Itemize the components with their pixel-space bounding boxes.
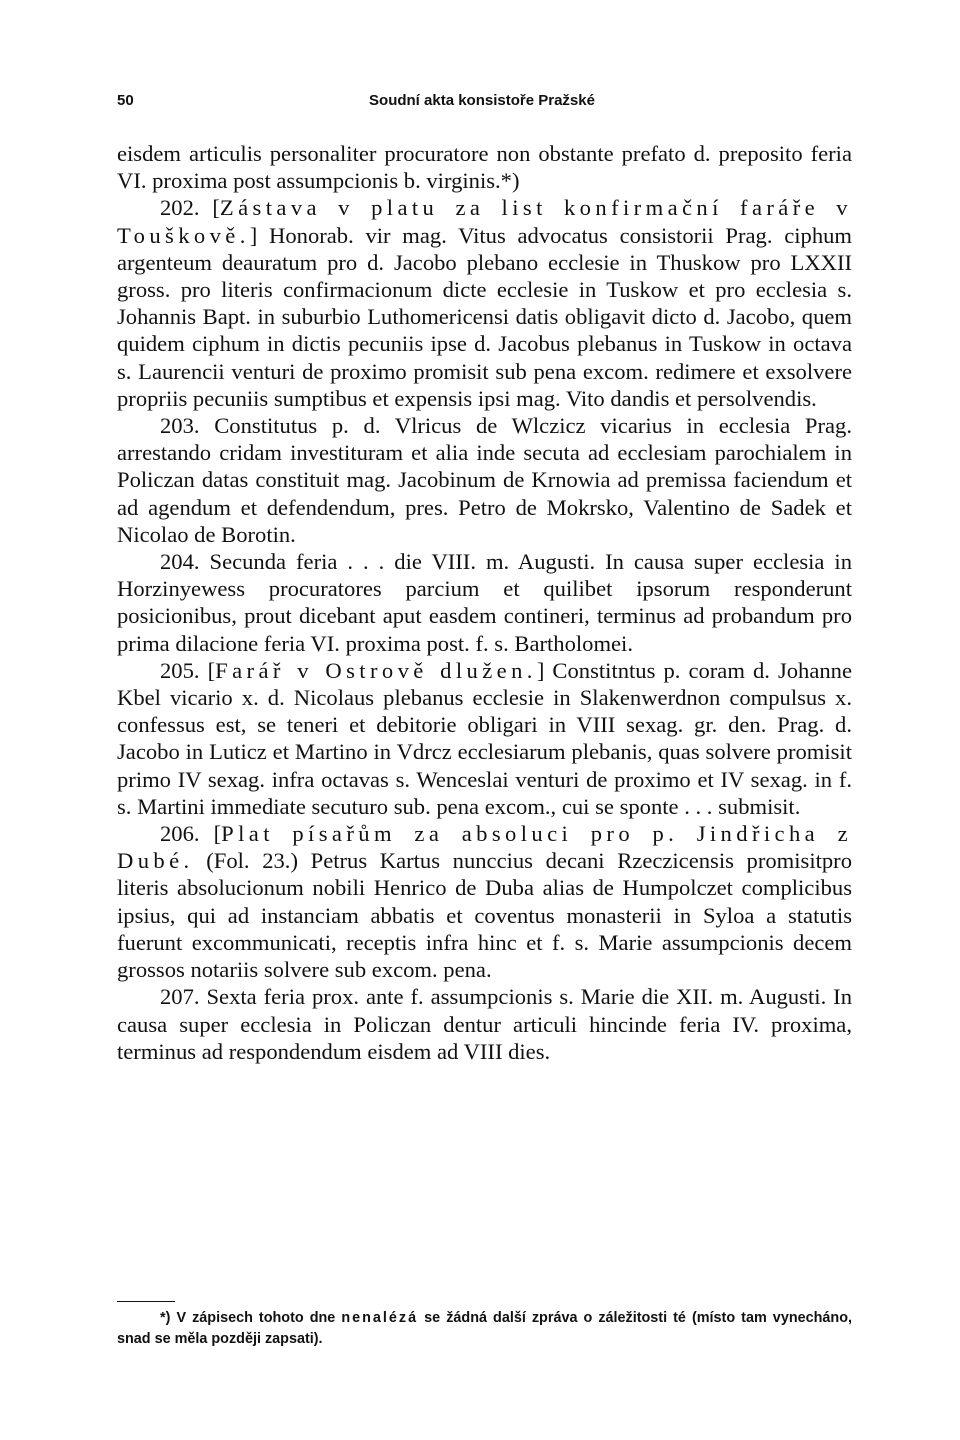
- footnote-marker: *): [160, 1310, 171, 1326]
- text-segment: 207. Sexta feria prox. ante f. assumpcionis s. Marie die XII. m. Augusti. In causa super ecclesia in Policzan dentur articuli hincinde feria IV. proxima, terminus ad respondendum eisdem ad VIII dies.: [117, 984, 852, 1064]
- footnote-text-after: se žádná další zpráva o záležitosti té (místo tam vynecháno, snad se měla později zapsati).: [117, 1310, 852, 1347]
- paragraph-p206: [117, 820, 852, 983]
- text-segment: (Fol. 23.) Petrus Kartus nunccius decani Rzeczicensis promisitpro literis absolucionum nobili Henrico de Duba alias de Humpolczet complicibus ipsius, qui ad instanciam abbatis et coventus monasterii in Syloa a statutis fuerunt excommunicati, receptis infra hinc et f. s. Marie assumpcionis decem grossos notariis solvere sub excom. pena.: [117, 848, 852, 983]
- spaced-heading: Zástava v platu za list konfirmační faráře v Touškově.: [117, 195, 852, 248]
- footnote-divider: [117, 1301, 175, 1302]
- paragraph-p205: [117, 657, 852, 820]
- footnote-text-spaced: nenalézá: [341, 1310, 419, 1326]
- spaced-heading: Farář v Ostrově dlužen.: [215, 657, 537, 683]
- text-segment: 205. [: [160, 657, 216, 683]
- text-segment: 203. Constitutus p. d. Vlricus de Wlczicz vicarius in ecclesia Prag. arrestando cridam investituram et alia inde secuta ad ecclesiam parochialem in Policzan datas constituit mag. Jacobinum de Krnowia ad premissa faciendum et ad agendum et defendendum, pres. Petro de Mokrsko, Valentino de Sadek et Nicolao de Borotin.: [117, 413, 852, 547]
- footnote-text-before: V zápisech tohoto dne: [170, 1310, 342, 1326]
- running-title: Soudní akta konsistoře Pražské: [369, 92, 595, 109]
- paragraph-p203: [117, 412, 852, 548]
- main-text: [117, 140, 852, 1065]
- text-segment: eisdem articulis personaliter procuratore non obstante prefato d. preposito feria VI. proxima post assumpcionis b. virginis.*): [117, 141, 852, 194]
- paragraph-p0: [117, 140, 852, 194]
- page-header: [117, 92, 847, 114]
- paragraph-p204: [117, 548, 852, 657]
- footnote: [117, 1308, 852, 1350]
- page-number: 50: [117, 92, 134, 109]
- text-segment: 204. Secunda feria . . . die VIII. m. Augusti. In causa super ecclesia in Horzinyewess procuratores parcium et quilibet ipsorum responderunt posicionibus, prout dicebant aput easdem contineri, terminus ad probandum pro prima dilacione feria VI. proxima post. f. s. Bartholomei.: [117, 549, 852, 656]
- text-segment: ] Honorab. vir mag. Vitus advocatus consistorii Prag. ciphum argenteum deauratum pro d. Jacobo plebano ecclesie in Thuskow pro LXXII gross. pro literis confirmacionum dicte ecclesie in Tuskow et pro ecclesia s. Johannis Bapt. in suburbio Luthomericensi datis obligavit dicto d. Jacobo, quem quidem ciphum in dictis pecuniis ipse d. Jacobus plebanus in Tuskow in octava s. Laurencii venturi de proximo promisit sub pena excom. redimere et exsolvere propriis pecuniis sumptibus et expensis ipsi mag. Vito dandis et persolvendis.: [117, 222, 852, 411]
- text-segment: ] Constitntus p. coram d. Johanne Kbel vicario x. d. Nicolaus plebanus ecclesie in Slakenwerdnon compulsus x. confessus est, se teneri et debitorie obligari in VIII sexag. gr. den. Prag. d. Jacobo in Luticz et Martino in Vdrcz ecclesiarum plebanis, quas solvere promisit primo IV sexag. infra octavas s. Wenceslai venturi de proximo et IV sexag. in f. s. Martini immediate secuturo sub. pena excom., cui se sponte . . . submisit.: [117, 657, 852, 819]
- text-segment: 202. [: [160, 195, 220, 221]
- spaced-heading: Plat písařům za absoluci pro p. Jindřicha z Dubé.: [117, 821, 853, 874]
- text-segment: 206. [: [160, 821, 222, 847]
- paragraph-p202: [117, 194, 852, 412]
- paragraph-p207: [117, 983, 852, 1065]
